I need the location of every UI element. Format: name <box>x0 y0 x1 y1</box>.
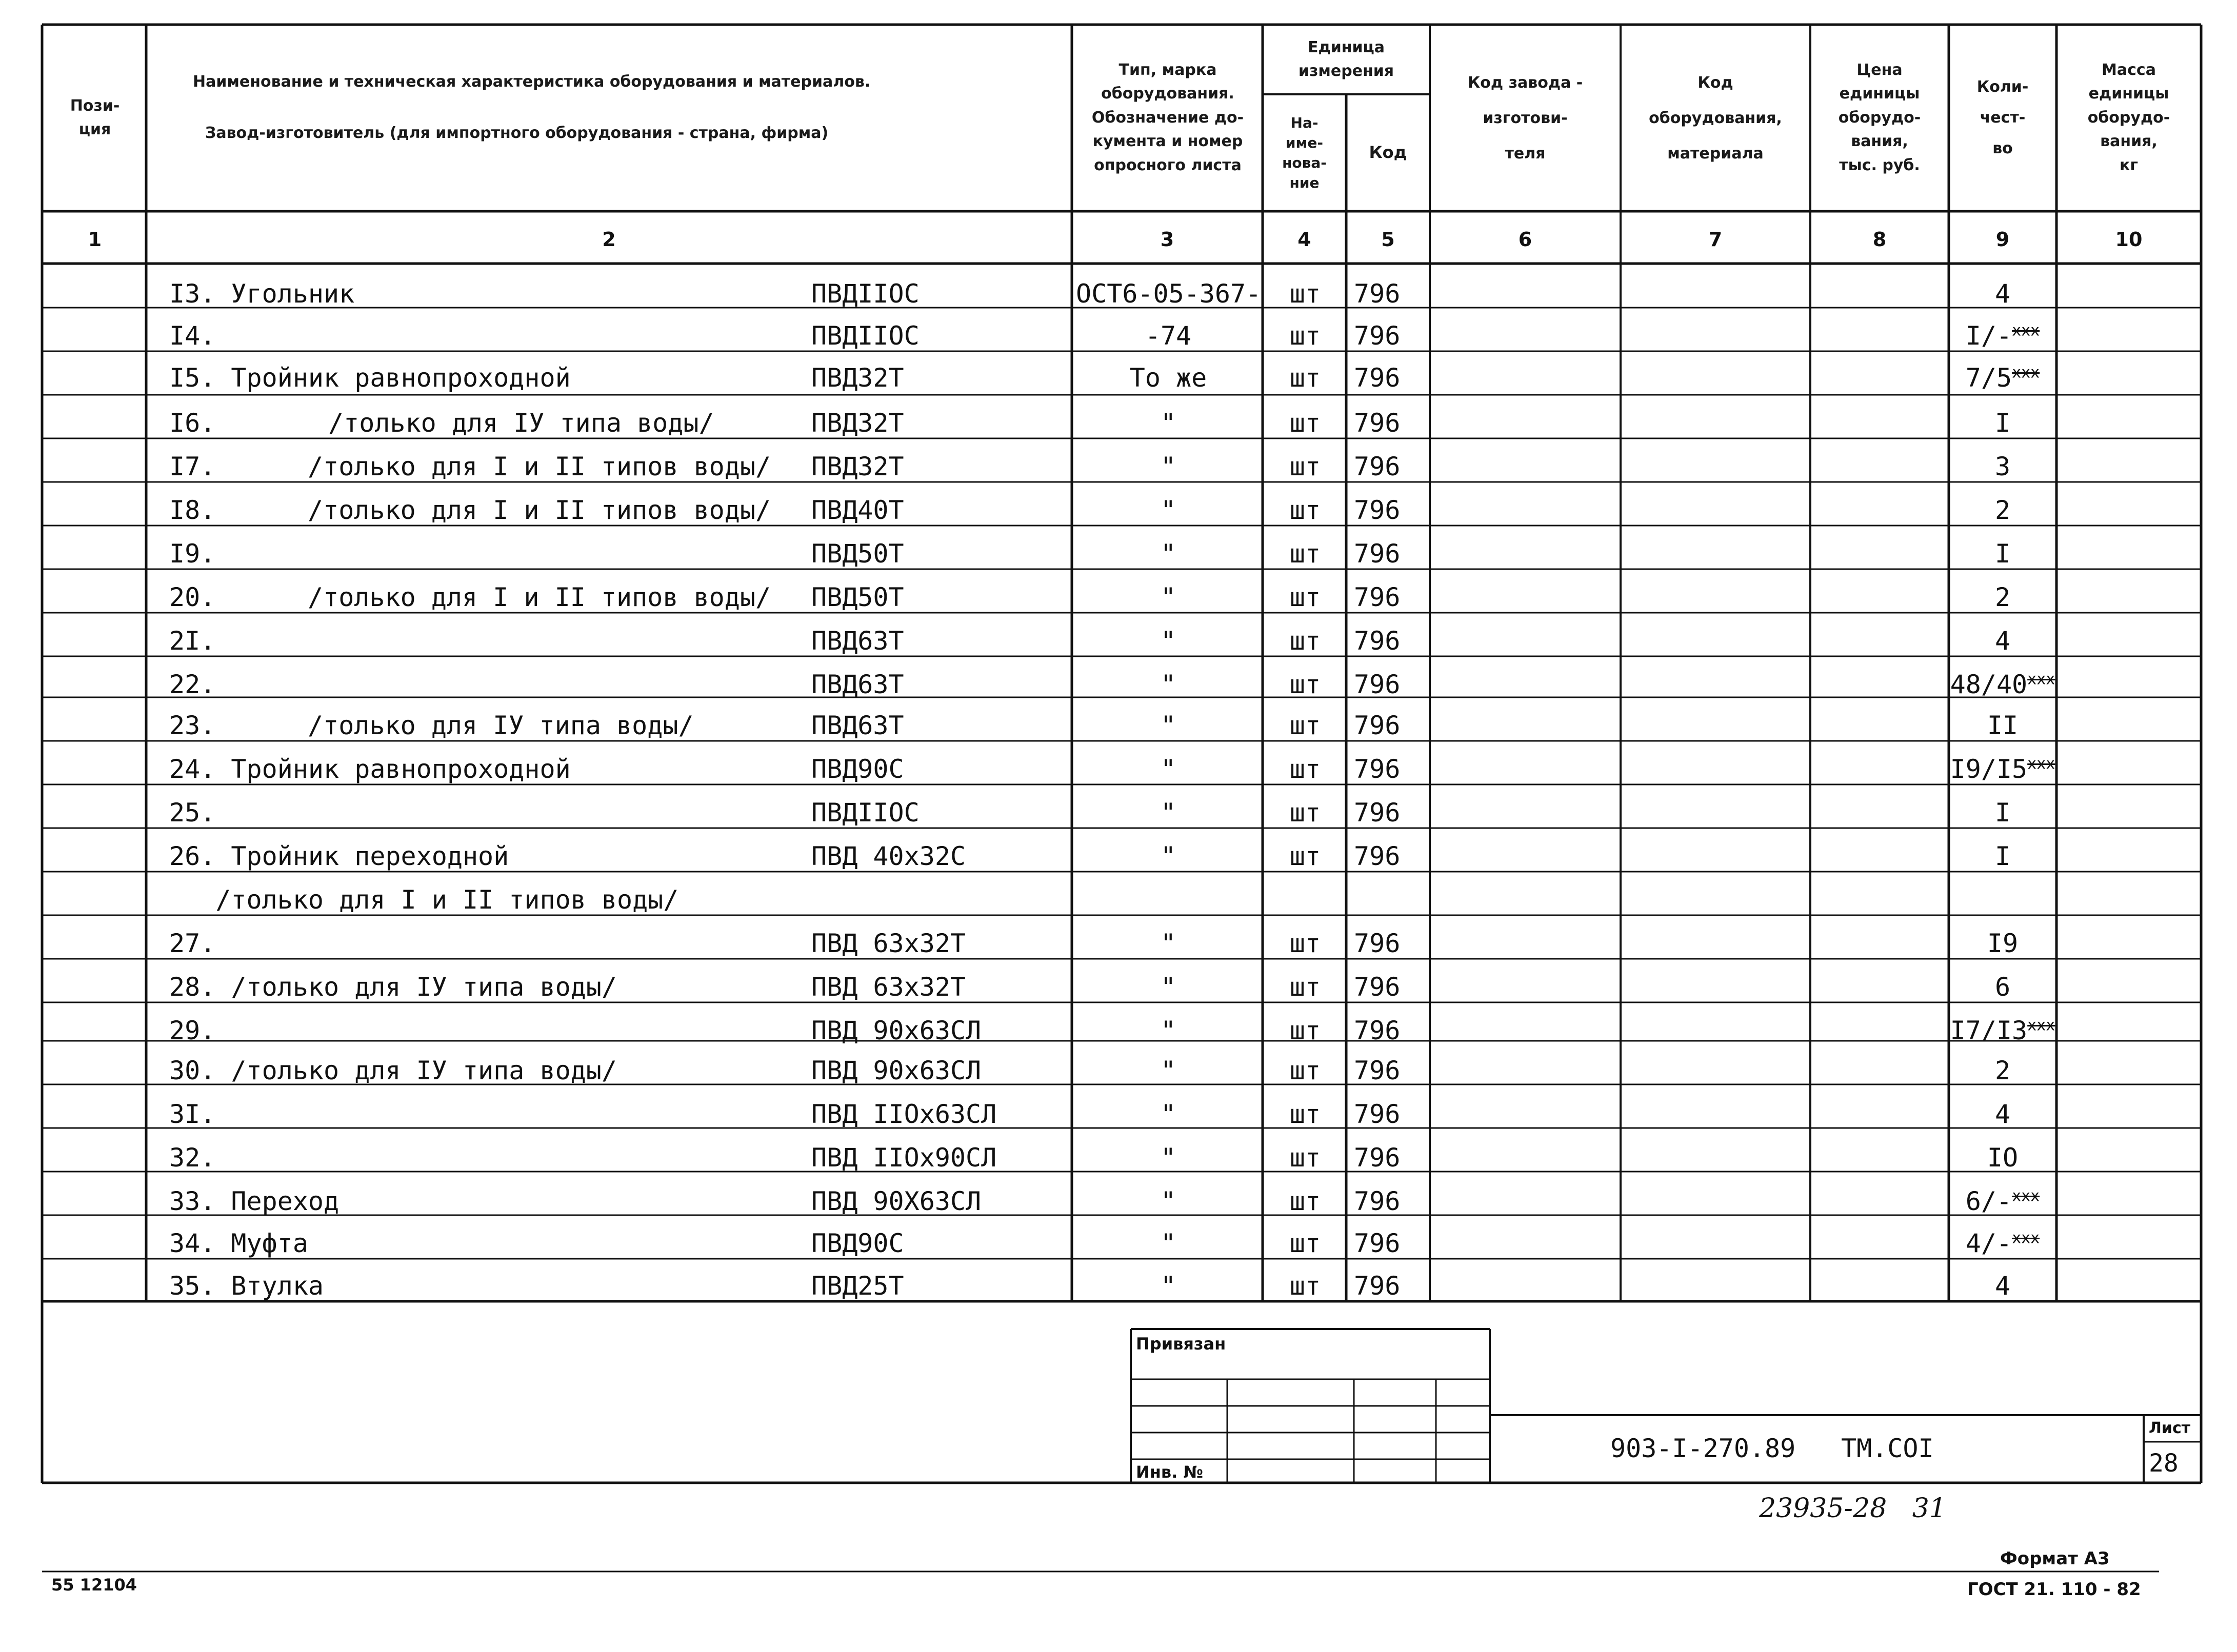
quantity <box>1949 1145 2056 1171</box>
quantity-value: I <box>1994 798 2011 828</box>
unit-name: шт <box>1289 841 1321 871</box>
item-mark: ПВДIIОС <box>811 279 920 309</box>
unit-code: 796 <box>1354 798 1401 828</box>
sheet-number: 28 <box>2149 1449 2179 1478</box>
item-name: 25. <box>169 798 216 828</box>
item-name: 29. <box>169 1016 216 1045</box>
item-doc: " <box>1160 711 1176 740</box>
quantity-value: I9/I5 <box>1950 754 2028 784</box>
unit-code: 796 <box>1354 1186 1401 1216</box>
quantity-value: I7/I3 <box>1950 1016 2028 1045</box>
item-doc: " <box>1160 670 1176 699</box>
item-mark: ПВД63Т <box>811 711 904 740</box>
col-number: 10 <box>2115 228 2143 251</box>
quantity <box>1949 1228 2056 1258</box>
item-name: 35. Втулка <box>169 1271 324 1301</box>
header-unit-code: Код <box>1369 143 1407 163</box>
quantity-value: 7/5 <box>1965 363 2012 393</box>
stamp-bound: Привязан <box>1136 1334 1226 1354</box>
item-mark: ПВД63Т <box>811 626 904 656</box>
quantity <box>1949 1101 2056 1127</box>
quantity <box>1949 756 2056 782</box>
unit-name: шт <box>1289 1271 1321 1301</box>
unit-code: 796 <box>1354 972 1401 1002</box>
quantity <box>1949 843 2056 869</box>
quantity <box>1949 798 2056 828</box>
item-name: 3I. <box>169 1099 216 1129</box>
unit-name: шт <box>1289 798 1321 828</box>
unit-code: 796 <box>1354 1056 1401 1085</box>
item-mark: ПВД IIОх90СЛ <box>811 1143 997 1173</box>
item-doc: То же <box>1129 363 1207 393</box>
quantity-value: I <box>1994 539 2011 569</box>
col-number: 7 <box>1708 228 1723 251</box>
quantity-value: 4 <box>1994 279 2011 309</box>
unit-name: шт <box>1289 1016 1321 1045</box>
unit-code: 796 <box>1354 1228 1401 1258</box>
unit-name: шт <box>1289 452 1321 481</box>
quantity-value: 6/- <box>1965 1186 2012 1216</box>
item-mark: ПВД 90х63СЛ <box>811 1016 982 1045</box>
sheet-label: Лист <box>2149 1419 2191 1437</box>
item-mark: ПВД90С <box>811 754 904 784</box>
quantity <box>1949 931 2056 956</box>
item-name: 32. <box>169 1143 216 1173</box>
unit-name: шт <box>1289 279 1321 309</box>
col-number: 2 <box>602 228 616 251</box>
unit-code: 796 <box>1354 1143 1401 1173</box>
unit-name: шт <box>1289 626 1321 656</box>
quantity <box>1949 672 2056 697</box>
item-doc: " <box>1160 495 1176 525</box>
item-doc: " <box>1160 1143 1176 1173</box>
quantity-value: 4/- <box>1965 1228 2012 1258</box>
item-mark: ПВД 40х32С <box>811 841 966 871</box>
quantity <box>1949 1273 2056 1299</box>
unit-name: шт <box>1289 1228 1321 1258</box>
item-name: 33. Переход <box>169 1186 339 1216</box>
item-note: /только для I и II типов воды/ <box>308 452 771 481</box>
unit-name: шт <box>1289 1186 1321 1216</box>
header-type: Тип, марка оборудования. Обозначение до- кумента и номер опросного листа <box>1091 61 1244 174</box>
unit-name: шт <box>1289 495 1321 525</box>
item-mark: ПВД50Т <box>811 582 904 612</box>
quantity-value: IO <box>1987 1143 2019 1173</box>
stamp-inventory: Инв. № <box>1136 1462 1203 1482</box>
unit-name: шт <box>1289 711 1321 740</box>
format-label: Формат А3 <box>2000 1548 2110 1569</box>
item-mark: ПВД 90Х63СЛ <box>811 1186 982 1216</box>
quantity <box>1949 628 2056 654</box>
unit-code: 796 <box>1354 841 1401 871</box>
quantity <box>1949 1188 2056 1214</box>
quantity <box>1949 582 2056 612</box>
item-doc: " <box>1160 1186 1176 1216</box>
item-note: /только для IУ типа воды/ <box>308 711 694 740</box>
header-qty: Коли- чест- во <box>1976 78 2029 157</box>
quantity <box>1949 323 2056 349</box>
quantity-value: II <box>1987 711 2019 740</box>
item-doc: " <box>1160 929 1176 958</box>
quantity-value: I <box>1994 408 2011 438</box>
unit-code: 796 <box>1354 1016 1401 1045</box>
item-doc: " <box>1160 1016 1176 1045</box>
unit-name: шт <box>1289 1143 1321 1173</box>
item-mark: ПВД32Т <box>811 408 904 438</box>
col-number: 6 <box>1518 228 1532 251</box>
item-name: /только для I и II типов воды/ <box>169 885 679 915</box>
quantity <box>1949 974 2056 1000</box>
header-unit-group: Единица измерения <box>1298 38 1394 80</box>
header-unit-name: На- име- нова- ние <box>1282 114 1327 192</box>
item-name: I9. <box>169 539 216 569</box>
unit-name: шт <box>1289 1056 1321 1085</box>
unit-code: 796 <box>1354 754 1401 784</box>
item-name: 27. <box>169 929 216 958</box>
quantity <box>1949 281 2056 307</box>
quantity-value: I9 <box>1987 929 2019 958</box>
quantity-value: 4 <box>1994 1271 2011 1301</box>
left-code: 55 12104 <box>51 1575 137 1595</box>
item-mark: ПВД63Т <box>811 670 904 699</box>
quantity-value: 4 <box>1994 626 2011 656</box>
item-name: I7. <box>169 452 216 481</box>
item-name: 30. /только для IУ типа воды/ <box>169 1056 617 1085</box>
item-doc: " <box>1160 582 1176 612</box>
item-doc: " <box>1160 972 1176 1002</box>
quantity-mark: xxx <box>2027 1016 2055 1035</box>
header-price: Цена единицы оборудо- вания, тыс. руб. <box>1838 61 1921 174</box>
header-equip-code: Код оборудования, материала <box>1649 73 1782 163</box>
unit-code: 796 <box>1354 670 1401 699</box>
quantity <box>1949 1018 2056 1043</box>
item-mark: ПВД50Т <box>811 539 904 569</box>
item-name: 22. <box>169 670 216 699</box>
header-name-line2: Завод-изготовитель (для импортного оборудования - страна, фирма) <box>205 124 829 142</box>
unit-code: 796 <box>1354 495 1401 525</box>
quantity-mark: xxx <box>2027 755 2055 773</box>
doc-code: 903-I-270.89 <box>1610 1434 1796 1463</box>
unit-code: 796 <box>1354 711 1401 740</box>
unit-code: 796 <box>1354 363 1401 393</box>
unit-code: 796 <box>1354 1271 1401 1301</box>
item-mark: ПВД 63х32Т <box>811 972 966 1002</box>
quantity-mark: xxx <box>2012 1187 2040 1205</box>
unit-name: шт <box>1289 972 1321 1002</box>
item-doc: " <box>1160 626 1176 656</box>
item-mark: ПВД32Т <box>811 363 904 393</box>
item-name: I5. Тройник равнопроходной <box>169 363 571 393</box>
item-name: I3. Угольник <box>169 279 355 309</box>
quantity-value: I <box>1994 841 2011 871</box>
quantity-value: 3 <box>1994 452 2011 481</box>
item-mark: ПВД IIОх63СЛ <box>811 1099 997 1129</box>
item-mark: ПВД25Т <box>811 1271 904 1301</box>
item-name: 2I. <box>169 626 216 656</box>
unit-name: шт <box>1289 670 1321 699</box>
unit-code: 796 <box>1354 408 1401 438</box>
item-doc: " <box>1160 452 1176 481</box>
quantity-value: 2 <box>1994 582 2011 612</box>
col-number: 8 <box>1872 228 1887 251</box>
quantity-mark: xxx <box>2012 364 2040 382</box>
header-mass: Масса единицы оборудо- вания, кг <box>2087 61 2170 174</box>
item-note: /только для I и II типов воды/ <box>308 495 771 525</box>
unit-code: 796 <box>1354 929 1401 958</box>
unit-name: шт <box>1289 754 1321 784</box>
quantity-mark: xxx <box>2027 670 2055 689</box>
col-number: 5 <box>1381 228 1395 251</box>
header-position: Пози- ция <box>70 96 120 138</box>
item-mark: ПВД90С <box>811 1228 904 1258</box>
item-name: 20. <box>169 582 216 612</box>
unit-code: 796 <box>1354 626 1401 656</box>
item-doc: " <box>1160 1056 1176 1085</box>
item-doc: " <box>1160 754 1176 784</box>
quantity <box>1949 454 2056 479</box>
item-note: /только для I и II типов воды/ <box>308 582 771 612</box>
unit-name: шт <box>1289 1099 1321 1129</box>
item-note: /только для IУ типа воды/ <box>328 408 714 438</box>
doc-suffix: ТМ.СОI <box>1841 1434 1934 1463</box>
item-doc: " <box>1160 408 1176 438</box>
col-number: 4 <box>1297 228 1311 251</box>
item-mark: ПВД32Т <box>811 452 904 481</box>
item-name: I6. <box>169 408 216 438</box>
unit-code: 796 <box>1354 321 1401 351</box>
item-mark: ПВД 90х63СЛ <box>811 1056 982 1085</box>
quantity-value: 4 <box>1994 1099 2011 1129</box>
unit-code: 796 <box>1354 582 1401 612</box>
col-number: 9 <box>1995 228 2010 251</box>
item-mark: ПВД40Т <box>811 495 904 525</box>
gost-label: ГОСТ 21. 110 - 82 <box>1967 1579 2141 1600</box>
unit-name: шт <box>1289 929 1321 958</box>
quantity-mark: xxx <box>2012 321 2040 340</box>
header-name-line1: Наименование и техническая характеристика оборудования и материалов. <box>193 72 871 91</box>
quantity-value: 2 <box>1994 1056 2011 1085</box>
item-doc: " <box>1160 841 1176 871</box>
handwritten-number: 23935-28 31 <box>1759 1493 1946 1524</box>
unit-code: 796 <box>1354 539 1401 569</box>
col-number: 1 <box>88 228 102 251</box>
unit-name: шт <box>1289 408 1321 438</box>
quantity <box>1949 1058 2056 1083</box>
item-doc: " <box>1160 1271 1176 1301</box>
unit-name: шт <box>1289 582 1321 612</box>
unit-code: 796 <box>1354 1099 1401 1129</box>
unit-name: шт <box>1289 539 1321 569</box>
item-mark: ПВДIIОС <box>811 321 920 351</box>
unit-name: шт <box>1289 363 1321 393</box>
item-name: 34. Муфта <box>169 1228 308 1258</box>
unit-code: 796 <box>1354 279 1401 309</box>
item-doc: ОСТ6-05-367- <box>1076 279 1262 309</box>
item-doc: " <box>1160 798 1176 828</box>
item-doc: " <box>1160 539 1176 569</box>
item-doc: -74 <box>1145 321 1192 351</box>
item-mark: ПВДIIОС <box>811 798 920 828</box>
header-maker-code: Код завода - изготови- теля <box>1467 73 1583 163</box>
quantity-mark: xxx <box>2012 1229 2040 1247</box>
quantity <box>1949 541 2056 567</box>
item-name: I4. <box>169 321 216 351</box>
quantity-value: 6 <box>1994 972 2011 1002</box>
quantity-value: 2 <box>1994 495 2011 525</box>
quantity <box>1949 713 2056 738</box>
item-name: 26. Тройник переходной <box>169 841 509 871</box>
item-doc: " <box>1160 1228 1176 1258</box>
col-number: 3 <box>1160 228 1174 251</box>
quantity-value: 48/40 <box>1950 670 2028 699</box>
item-mark: ПВД 63х32Т <box>811 929 966 958</box>
quantity-value: I/- <box>1965 321 2012 351</box>
quantity <box>1949 497 2056 523</box>
quantity <box>1949 365 2056 391</box>
item-doc: " <box>1160 1099 1176 1129</box>
item-name: I8. <box>169 495 216 525</box>
quantity <box>1949 410 2056 436</box>
unit-code: 796 <box>1354 452 1401 481</box>
unit-name: шт <box>1289 321 1321 351</box>
item-name: 23. <box>169 711 216 740</box>
item-name: 28. /только для IУ типа воды/ <box>169 972 617 1002</box>
item-name: 24. Тройник равнопроходной <box>169 754 571 784</box>
